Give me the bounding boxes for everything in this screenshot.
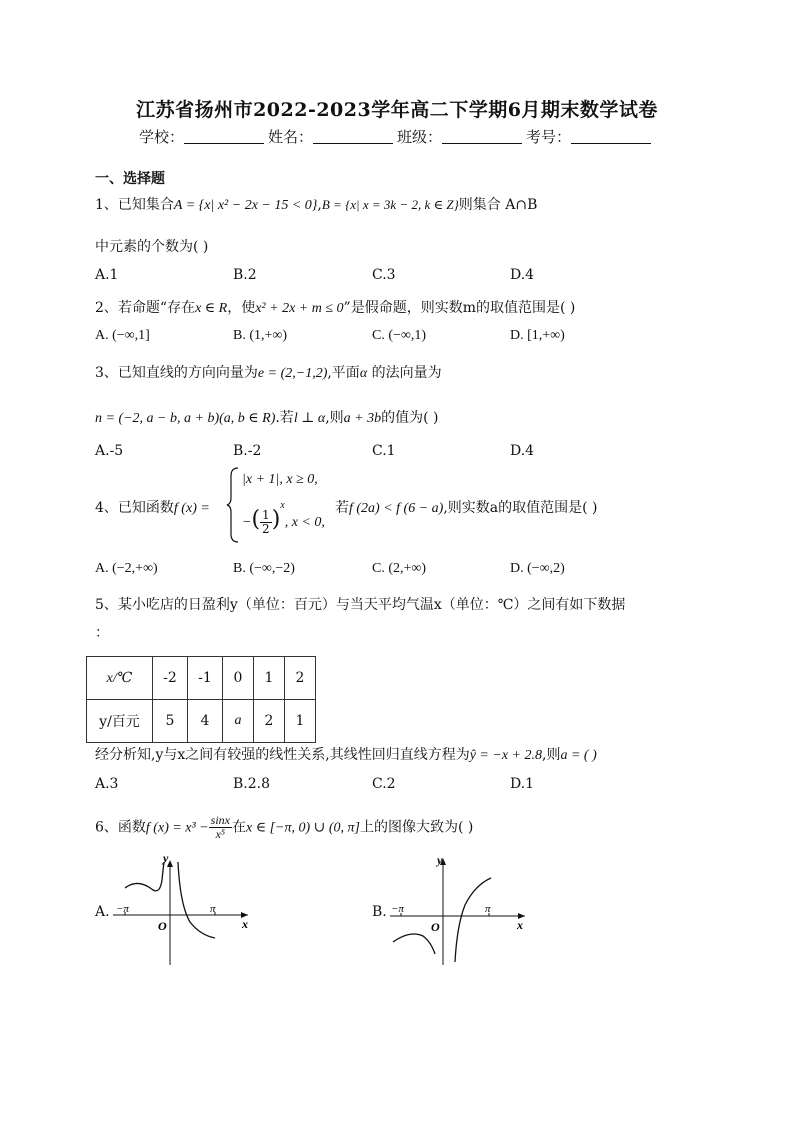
- neg-pi-label: −π: [116, 903, 129, 915]
- q3-expression: a + 3b: [343, 411, 382, 426]
- student-info-line: [0, 126, 794, 147]
- question-2: [95, 297, 575, 317]
- q3-option-a[interactable]: A.-5: [95, 443, 124, 459]
- table-cell: 5: [153, 700, 188, 743]
- table-row: [87, 657, 316, 700]
- q2-condition: x ∈ R: [195, 301, 228, 316]
- q1-prefix: 1、已知集合: [95, 197, 174, 213]
- number-label: 考号：: [526, 128, 572, 146]
- q1-suffix: 则集合 A∩B: [458, 197, 538, 213]
- q3-text-d: .若: [275, 410, 294, 426]
- q4-function-name: f (x) =: [173, 501, 210, 516]
- x-axis-label: x: [517, 918, 523, 932]
- q2-option-c[interactable]: C. (−∞,1): [372, 328, 427, 343]
- number-blank[interactable]: [571, 129, 651, 144]
- q2-text-a: 2、若命题“存在: [95, 300, 196, 316]
- q5-regression-equation: ŷ = −x + 2.8: [469, 748, 542, 763]
- q4-minus: −: [242, 515, 252, 530]
- q3-vector-n: n = (−2, a − b, a + b)(a, b ∈ R): [95, 411, 276, 426]
- table-cell: a: [223, 700, 254, 743]
- question-6: [95, 814, 473, 841]
- q4-text-a: 若: [335, 500, 349, 516]
- pi-label: π: [485, 903, 491, 915]
- graph-a-label[interactable]: A.: [95, 904, 110, 920]
- q3-option-c[interactable]: C.1: [372, 443, 396, 459]
- exam-title: 江苏省扬州市2022-2023学年高二下学期6月期末数学试卷: [136, 99, 658, 121]
- q3-text-a: 3、已知直线的方向向量为: [95, 365, 258, 381]
- name-blank[interactable]: [313, 129, 393, 144]
- table-cell: 0: [223, 657, 254, 700]
- school-label: 学校：: [138, 128, 184, 146]
- table-cell: -1: [188, 657, 223, 700]
- q2-option-a[interactable]: A. (−∞,1]: [95, 328, 150, 343]
- q2-option-b[interactable]: B. (1,+∞): [233, 328, 288, 343]
- table-cell: y/百元: [87, 700, 153, 743]
- q4-option-d[interactable]: D. (−∞,2): [510, 561, 565, 576]
- question-5-line-2: [95, 744, 597, 764]
- q4-inequality: f (2a) < f (6 − a): [349, 501, 444, 516]
- q4-frac-denominator: 2: [262, 521, 270, 536]
- q4-text-b: ,则实数a的取值范围是( ): [443, 500, 598, 516]
- q2-inequality: x² + 2x + m ≤ 0: [255, 301, 344, 316]
- curve-right: [455, 878, 491, 962]
- q4-exponent: x: [280, 500, 285, 511]
- q6-text-b: 上的图像大致为( ): [360, 819, 474, 836]
- q4-case-2-condition: , x < 0,: [284, 515, 325, 530]
- table-cell: 1: [285, 700, 316, 743]
- q6-domain: x ∈ [−π, 0) ∪ (0, π]: [246, 820, 361, 836]
- q4-option-b[interactable]: B. (−∞,−2): [233, 561, 295, 576]
- q2-text-b: ，使: [227, 300, 256, 316]
- q3-option-b[interactable]: B.-2: [233, 443, 262, 459]
- q2-text-c: ”是假命题，则实数m的取值范围是( ): [343, 300, 576, 316]
- question-4-rest: [335, 497, 598, 517]
- table-cell: 4: [188, 700, 223, 743]
- q3-text-b: ,平面: [327, 365, 360, 381]
- q5-text-b: ,则: [542, 747, 561, 763]
- q1-set-b: B = {x| x = 3k − 2, k ∈ Z}: [321, 197, 459, 212]
- question-5-line-1: 5、某小吃店的日盈利y（单位：百元）与当天平均气温x（单位：℃）之间有如下数据: [95, 597, 626, 613]
- q5-option-c[interactable]: C.2: [372, 776, 396, 792]
- x-axis-label: x: [242, 917, 248, 931]
- name-label: 姓名：: [267, 128, 313, 146]
- graph-a[interactable]: [108, 850, 268, 970]
- graph-b[interactable]: [385, 850, 545, 970]
- q4-case-2: −( $\frac{1}{2}$ )$^x$, x < 0,: [242, 500, 325, 536]
- q4-prefix: 4、已知函数: [95, 500, 174, 516]
- question-1-line-2: 中元素的个数为( ): [95, 239, 209, 255]
- q5-option-b[interactable]: B.2.8: [233, 776, 271, 792]
- graph-b-label[interactable]: B.: [372, 904, 387, 920]
- q6-prefix: 6、函数: [95, 819, 146, 836]
- q3-vector-e: e = (2,−1,2): [257, 366, 328, 381]
- q1-option-b[interactable]: B.2: [233, 267, 257, 283]
- q2-option-d[interactable]: D. [1,+∞): [510, 328, 565, 343]
- q3-perpendicular: l ⊥ α: [293, 411, 326, 426]
- question-1-line-1: 1、已知集合A = {x| x² − 2x − 15 < 0},B = {x| x = 3k − 2, k ∈ Z}则集合 A∩B: [95, 197, 538, 213]
- curve-left: [125, 862, 164, 891]
- table-cell: 2: [254, 700, 285, 743]
- q4-option-c[interactable]: C. (2,+∞): [372, 561, 427, 576]
- q4-piecewise-brace: [226, 466, 240, 544]
- y-axis-label: y: [437, 853, 443, 867]
- q4-case-1: |x + 1|, x ≥ 0,: [242, 472, 318, 487]
- class-label: 班级：: [397, 128, 443, 146]
- school-blank[interactable]: [184, 129, 264, 144]
- q1-option-d[interactable]: D.4: [510, 267, 535, 283]
- y-axis-label: y: [163, 851, 169, 865]
- table-cell: 1: [254, 657, 285, 700]
- origin-label: O: [431, 920, 440, 934]
- question-3-line-2: [95, 407, 439, 427]
- q6-text-a: 在: [232, 819, 246, 836]
- table-cell: x/℃: [87, 657, 153, 700]
- q3-text-f: 的值为( ): [381, 410, 439, 426]
- neg-pi-label: −π: [391, 903, 404, 915]
- curve-left: [393, 934, 435, 954]
- q5-ask: a = ( ): [560, 748, 597, 763]
- table-cell: -2: [153, 657, 188, 700]
- q5-text-a: 经分析知,y与x之间有较强的线性关系,其线性回归直线方程为: [95, 747, 470, 763]
- q6-frac-denominator: x⁵: [215, 827, 226, 841]
- class-blank[interactable]: [442, 129, 522, 144]
- q3-alpha: α: [359, 366, 368, 381]
- q1-option-c[interactable]: C.3: [372, 267, 396, 283]
- q3-option-d[interactable]: D.4: [510, 443, 535, 459]
- section-heading: 一、选择题: [95, 171, 165, 187]
- data-table: [86, 656, 316, 743]
- q6-function: f (x) = x³ −: [145, 820, 209, 836]
- q4-fraction: [260, 509, 272, 536]
- question-4-prefix: [95, 497, 210, 517]
- q1-set-a: A = {x| x² − 2x − 15 < 0}: [173, 198, 318, 213]
- table-row: [87, 700, 316, 743]
- q5-option-d[interactable]: D.1: [510, 776, 535, 792]
- q3-text-c: 的法向量为: [371, 365, 442, 381]
- q4-frac-numerator: 1: [262, 507, 270, 522]
- pi-label: π: [210, 903, 216, 915]
- table-cell: 2: [285, 657, 316, 700]
- q1-option-a[interactable]: A.1: [95, 267, 119, 283]
- q4-option-a[interactable]: A. (−2,+∞): [95, 561, 158, 576]
- q6-frac-numerator: sinx: [210, 813, 230, 827]
- origin-label: O: [158, 919, 167, 933]
- q6-fraction: [209, 814, 232, 841]
- question-3-line-1: [95, 362, 442, 382]
- q5-option-a[interactable]: A.3: [95, 776, 119, 792]
- q3-text-e: ,则: [325, 410, 344, 426]
- curve-right: [178, 862, 215, 938]
- question-5-line-1b: ：: [95, 625, 109, 641]
